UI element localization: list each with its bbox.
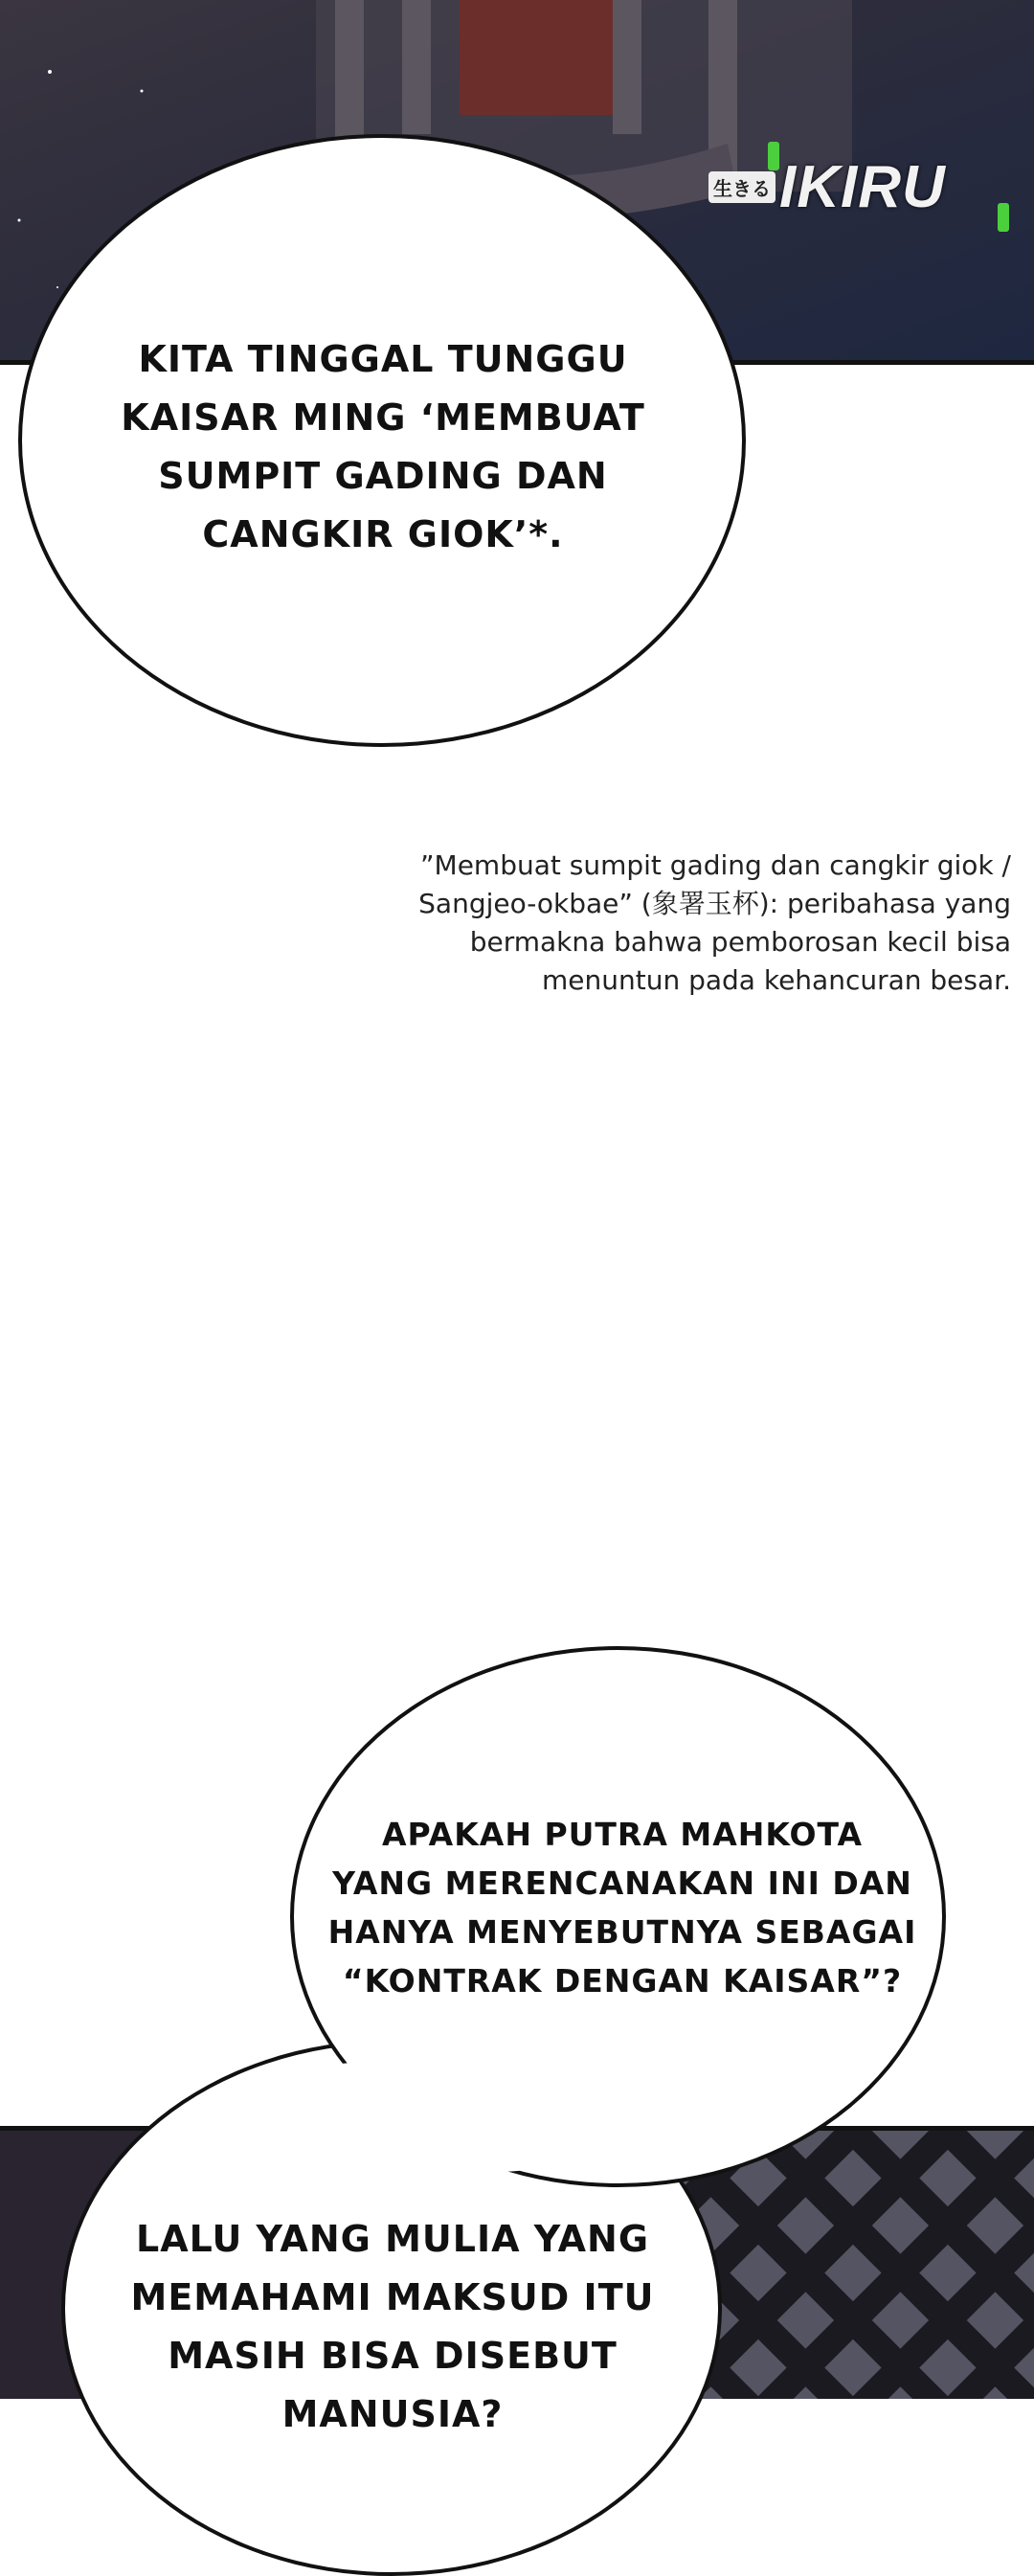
logo-jp-text: 生きる xyxy=(708,171,776,203)
bubble-line: HANYA MENYEBUTNYA SEBAGAI xyxy=(327,1913,917,1951)
translator-footnote xyxy=(283,847,1011,1000)
bubble-line: MEMAHAMI MAKSUD ITU xyxy=(130,2276,655,2318)
speech-bubble-1-text xyxy=(57,330,708,564)
bubble-line: KITA TINGGAL TUNGGU xyxy=(138,338,628,380)
logo-brand-text: IKIRU xyxy=(779,154,946,220)
bubble-line: APAKAH PUTRA MAHKOTA xyxy=(381,1816,863,1853)
bubble-line: CANGKIR GIOK’*. xyxy=(202,513,564,555)
bubble-line: KAISAR MING ‘MEMBUAT xyxy=(121,396,645,439)
bubble-line: SUMPIT GADING DAN xyxy=(158,455,608,497)
speech-bubble-2-text xyxy=(326,1810,919,2005)
footnote-line: Sangjeo-okbae” (象署玉杯): peribahasa yang xyxy=(418,888,1011,919)
bubble-line: YANG MERENCANAKAN INI DAN xyxy=(332,1864,912,1902)
bubble-join xyxy=(191,2059,689,2174)
footnote-line: bermakna bahwa pemborosan kecil bisa xyxy=(469,926,1011,958)
bubble-line: LALU YANG MULIA YANG xyxy=(135,2218,650,2260)
footnote-line: ”Membuat sumpit gading dan cangkir giok / xyxy=(420,849,1011,881)
bubble-line: “KONTRAK DENGAN KAISAR”? xyxy=(342,1962,903,2000)
ikiru-watermark-logo xyxy=(708,153,946,221)
footnote-line: menuntun pada kehancuran besar. xyxy=(541,964,1011,996)
bubble-line: MANUSIA? xyxy=(281,2393,504,2435)
speech-bubble-3-text xyxy=(96,2210,689,2444)
bubble-line: MASIH BISA DISEBUT xyxy=(168,2335,618,2377)
